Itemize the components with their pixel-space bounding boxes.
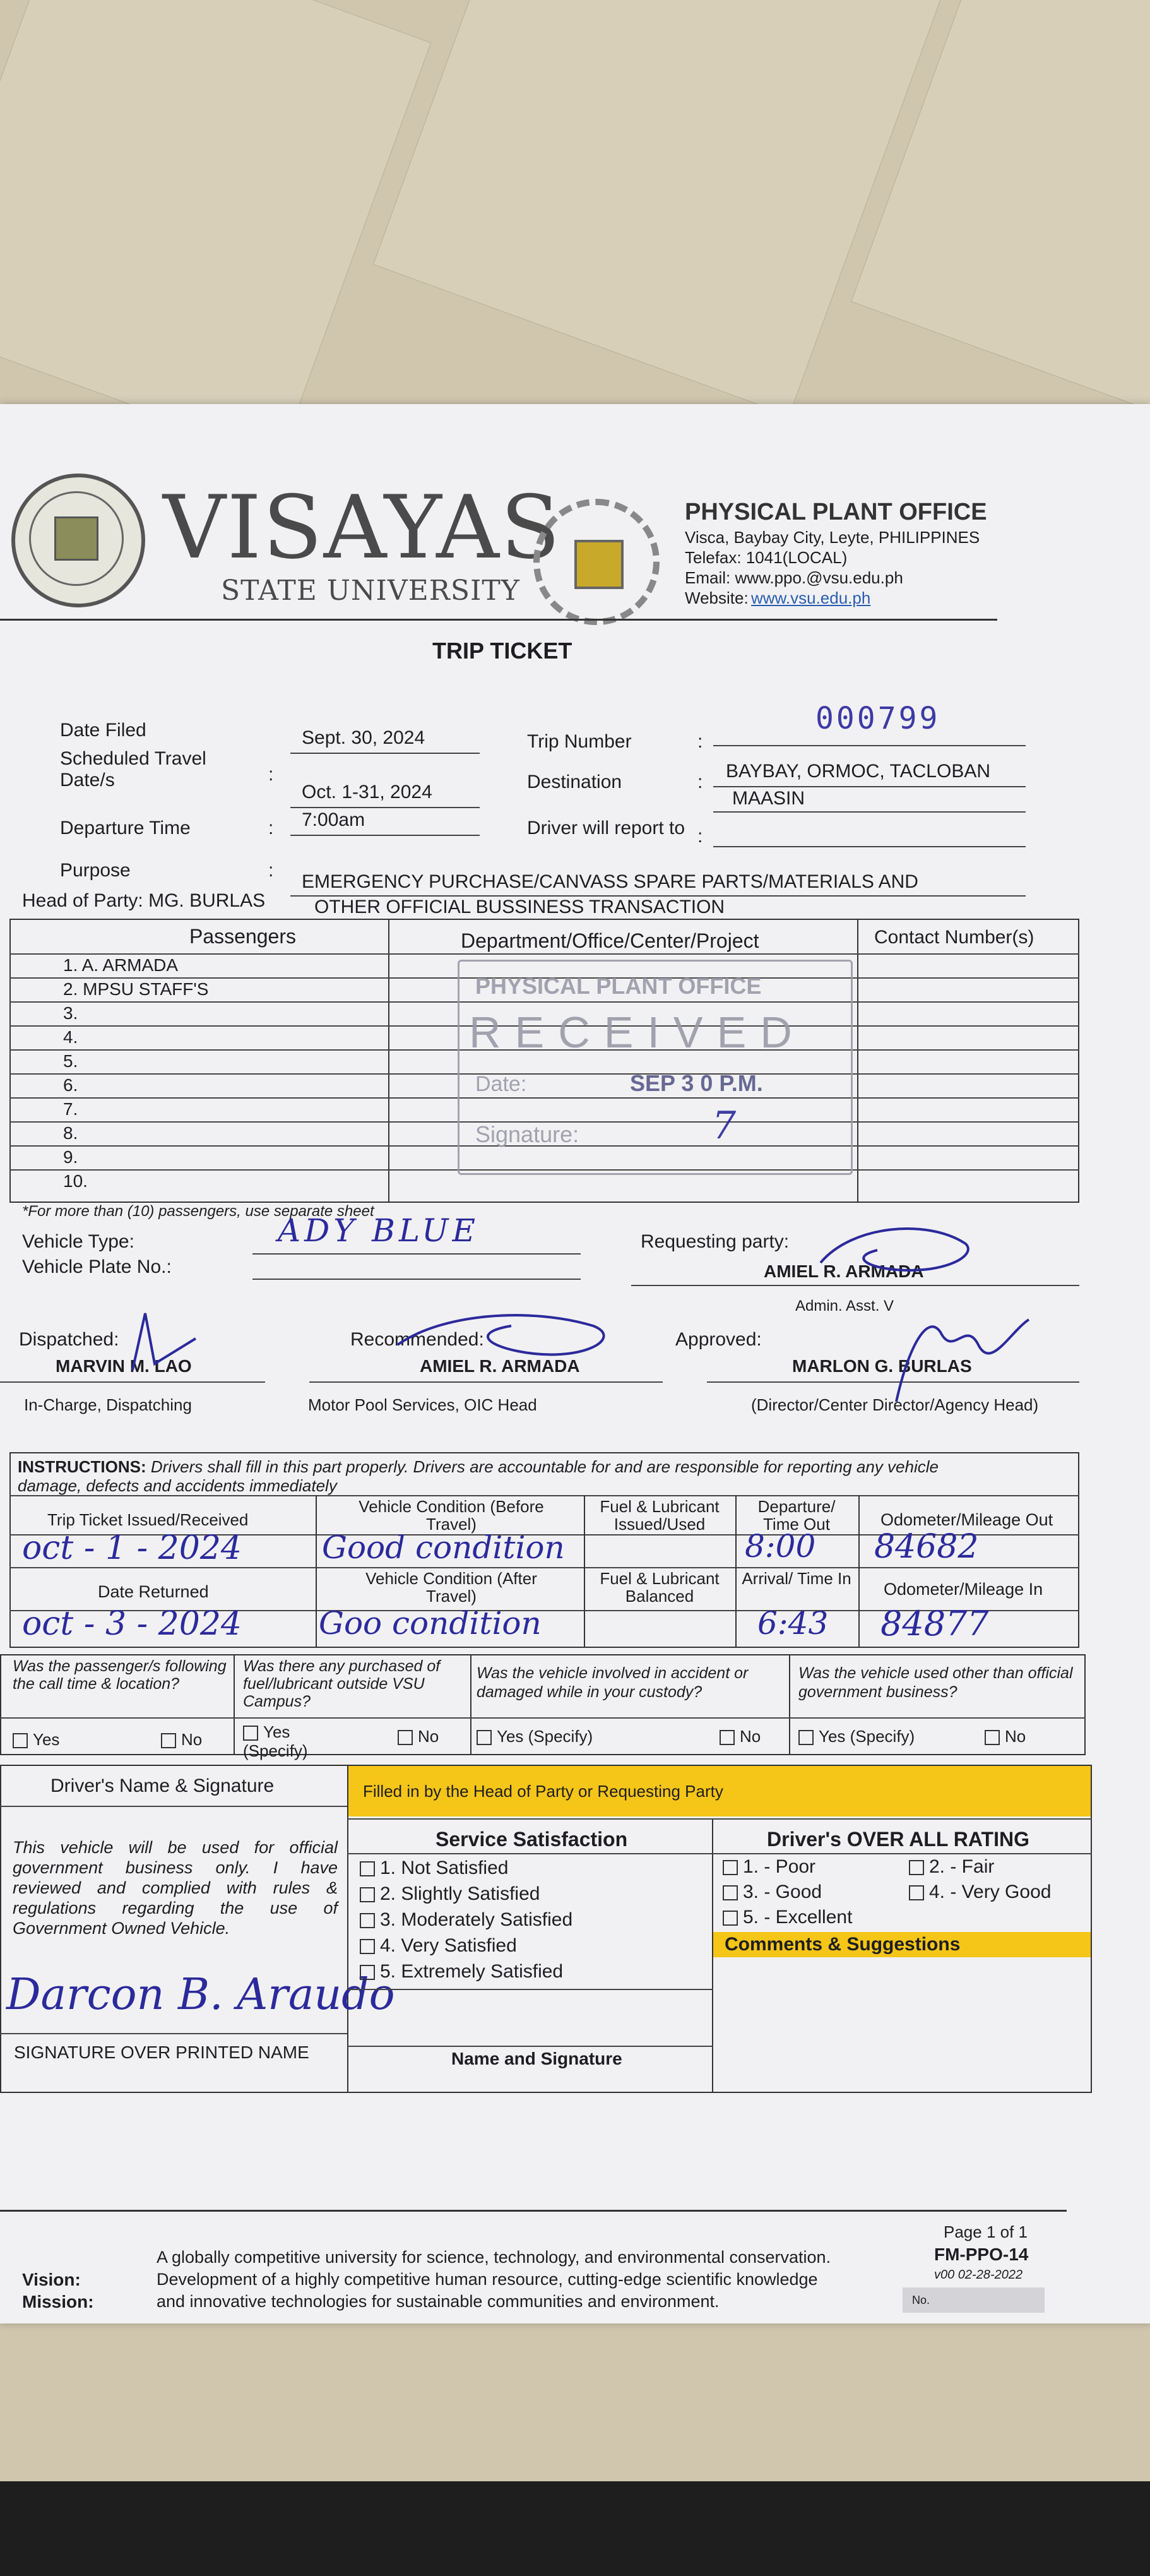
scheduled-label: Scheduled Travel Date/s bbox=[60, 748, 206, 790]
page-number: Page 1 of 1 bbox=[944, 2222, 1028, 2241]
row-rule bbox=[347, 1989, 713, 1990]
instructions-bold: INSTRUCTIONS: bbox=[18, 1457, 146, 1476]
header-date-returned: Date Returned bbox=[98, 1582, 209, 1601]
purpose-line2: OTHER OFFICIAL BUSSINESS TRANSACTION bbox=[314, 897, 725, 917]
option-label: 4. - Very Good bbox=[929, 1881, 1052, 1902]
value-cond-after: Goo condition bbox=[319, 1605, 542, 1642]
col-divider bbox=[234, 1654, 235, 1755]
mission-line2: and innovative technologies for sustainable communities and environment. bbox=[157, 2292, 720, 2311]
purpose-line1: EMERGENCY PURCHASE/CANVASS SPARE PARTS/MATERIALS AND bbox=[302, 871, 918, 892]
row-rule bbox=[0, 1806, 347, 1807]
q3-no-option[interactable] bbox=[720, 1727, 761, 1746]
option-label: Yes bbox=[33, 1730, 60, 1749]
checkbox[interactable] bbox=[13, 1733, 28, 1748]
value-date-returned: oct - 3 - 2024 bbox=[22, 1605, 242, 1643]
comments-label: Comments & Suggestions bbox=[725, 1934, 961, 1955]
stamp-date-label: Date: bbox=[475, 1072, 527, 1096]
vehicle-type-value: ADY BLUE bbox=[278, 1212, 479, 1249]
destination-underline bbox=[713, 786, 1026, 787]
checkbox[interactable] bbox=[798, 1730, 814, 1745]
destination-line1: BAYBAY, ORMOC, TACLOBAN bbox=[726, 761, 991, 782]
checkbox[interactable] bbox=[360, 1913, 375, 1928]
header-arrival: Arrival/ Time In bbox=[742, 1569, 851, 1588]
departure-underline bbox=[290, 835, 480, 836]
row-rule bbox=[0, 1717, 1086, 1719]
rating-poor[interactable] bbox=[723, 1856, 815, 1878]
option-label: 1. Not Satisfied bbox=[380, 1857, 509, 1878]
value-odometer-in: 84877 bbox=[880, 1604, 989, 1643]
instructions-text bbox=[18, 1457, 1072, 1495]
header-fuel-issued: Fuel & Lubricant Issued/Used bbox=[600, 1497, 720, 1534]
mission-label: Mission: bbox=[22, 2292, 94, 2311]
trip-number-underline bbox=[713, 745, 1026, 746]
option-label: No bbox=[418, 1727, 439, 1746]
col-divider bbox=[316, 1495, 317, 1648]
header-cond-before: Vehicle Condition (Before Travel) bbox=[359, 1497, 544, 1534]
passenger-row: 5. bbox=[63, 1051, 78, 1071]
destination-label: Destination bbox=[527, 772, 622, 792]
driver-statement: This vehicle will be used for official government business only. I have reviewed and complied with rules & regulations regarding the use of Government Owned Vehicle. bbox=[13, 1838, 338, 1938]
option-label: 1. - Poor bbox=[743, 1856, 816, 1877]
dispatched-name: MARVIN M. LAO bbox=[56, 1356, 192, 1376]
option-label: 4. Very Satisfied bbox=[380, 1935, 517, 1956]
colon: : bbox=[268, 860, 274, 881]
approved-name: MARLON G. BURLAS bbox=[792, 1356, 972, 1376]
checkbox[interactable] bbox=[720, 1730, 735, 1745]
checkbox[interactable] bbox=[360, 1965, 375, 1980]
physical-plant-logo bbox=[533, 499, 660, 625]
departure-value: 7:00am bbox=[302, 809, 365, 830]
filled-by-text: Filled in by the Head of Party or Requesting Party bbox=[363, 1782, 723, 1801]
office-telefax: Telefax: 1041(LOCAL) bbox=[685, 548, 848, 567]
destination-underline-2 bbox=[713, 811, 1026, 813]
checkbox[interactable] bbox=[723, 1860, 738, 1875]
instructions-line1: Drivers shall fill in this part properly. Drivers are accountable for and are responsible for reporting any vehicle bbox=[146, 1457, 939, 1476]
logo-sub-text: STATE UNIVERSITY bbox=[221, 575, 520, 607]
report-to-underline bbox=[713, 846, 1026, 847]
rating-very-good[interactable] bbox=[909, 1881, 1051, 1903]
dispatched-underline bbox=[0, 1381, 265, 1383]
option-label: 5. - Excellent bbox=[743, 1907, 853, 1928]
q2-no-option[interactable] bbox=[398, 1727, 439, 1746]
footer-rule bbox=[0, 2210, 1067, 2212]
col-divider bbox=[470, 1654, 471, 1755]
service-option-4[interactable] bbox=[360, 1935, 517, 1957]
row-rule bbox=[0, 2033, 347, 2034]
recommended-label: Recommended: bbox=[350, 1329, 484, 1350]
header-odometer-in: Odometer/Mileage In bbox=[884, 1580, 1043, 1599]
passenger-row: 4. bbox=[63, 1027, 78, 1047]
purpose-label: Purpose bbox=[60, 860, 131, 881]
value-trip-issued: oct - 1 - 2024 bbox=[22, 1529, 242, 1567]
option-label: Yes (Specify) bbox=[819, 1727, 915, 1746]
option-label: No bbox=[181, 1730, 203, 1749]
row-rule bbox=[347, 1853, 713, 1854]
vision-label: Vision: bbox=[22, 2270, 81, 2289]
approved-title: (Director/Center Director/Agency Head) bbox=[751, 1395, 1039, 1414]
requesting-signature bbox=[814, 1219, 991, 1288]
header-cond-after: Vehicle Condition (After Travel) bbox=[365, 1569, 537, 1606]
vehicle-type-underline bbox=[252, 1253, 581, 1255]
stamp-signature: 7 bbox=[712, 1104, 737, 1148]
col-divider bbox=[735, 1495, 737, 1648]
value-departure: 8:00 bbox=[745, 1528, 816, 1565]
col-divider bbox=[857, 919, 858, 1203]
question-call-time: Was the passenger/s following the call time & location? bbox=[13, 1657, 227, 1693]
service-header: Service Satisfaction bbox=[436, 1828, 628, 1851]
driver-header: Driver's Name & Signature bbox=[50, 1775, 275, 1796]
office-title: PHYSICAL PLANT OFFICE bbox=[685, 499, 987, 525]
header-odometer-out: Odometer/Mileage Out bbox=[880, 1510, 1053, 1529]
q2-yes-option[interactable]: Yes (Specify) bbox=[243, 1722, 308, 1760]
requesting-label: Requesting party: bbox=[641, 1231, 790, 1252]
col-divider bbox=[789, 1654, 790, 1755]
colon: : bbox=[268, 764, 274, 785]
office-website-label: Website: bbox=[685, 588, 749, 607]
passenger-row: 3. bbox=[63, 1003, 78, 1023]
row-rule bbox=[712, 1853, 1092, 1854]
question-other-use: Was the vehicle used other than official government business? bbox=[798, 1664, 1073, 1701]
stamp-signature-label: Signature: bbox=[475, 1121, 579, 1147]
value-odometer-out: 84682 bbox=[874, 1528, 979, 1566]
recommended-underline bbox=[309, 1381, 663, 1383]
service-option-5[interactable] bbox=[360, 1961, 563, 1983]
passenger-row: 6. bbox=[63, 1075, 78, 1095]
trip-number-value: 000799 bbox=[815, 701, 940, 736]
header-departure: Departure/ Time Out bbox=[757, 1497, 836, 1534]
vehicle-type-label: Vehicle Type: bbox=[22, 1231, 134, 1252]
col-divider bbox=[584, 1495, 585, 1648]
recommended-signature bbox=[391, 1307, 631, 1370]
checkbox[interactable] bbox=[909, 1860, 924, 1875]
rating-header: Driver's OVER ALL RATING bbox=[767, 1828, 1029, 1851]
vehicle-plate-underline bbox=[252, 1279, 581, 1280]
floor-tile bbox=[0, 0, 431, 459]
option-label: No bbox=[1005, 1727, 1026, 1746]
head-of-party: Head of Party: MG. BURLAS bbox=[22, 890, 266, 911]
option-label: 2. - Fair bbox=[929, 1856, 995, 1877]
office-website-link[interactable]: www.vsu.edu.ph bbox=[751, 588, 871, 607]
dispatched-signature bbox=[120, 1301, 202, 1376]
vision-text: A globally competitive university for science, technology, and environmental conservation. bbox=[157, 2248, 831, 2267]
requesting-title: Admin. Asst. V bbox=[795, 1297, 894, 1315]
passenger-row: 9. bbox=[63, 1147, 78, 1167]
checkbox[interactable] bbox=[723, 1911, 738, 1926]
col-contact: Contact Number(s) bbox=[874, 927, 1034, 948]
approved-label: Approved: bbox=[675, 1329, 762, 1350]
question-accident: Was the vehicle involved in accident or damaged while in your custody? bbox=[477, 1664, 749, 1701]
row-rule bbox=[347, 2046, 713, 2047]
date-filed-underline bbox=[290, 753, 480, 754]
trip-ticket-form bbox=[0, 404, 1150, 2323]
colon: : bbox=[697, 731, 703, 752]
approved-signature bbox=[871, 1294, 1035, 1408]
floor-tile bbox=[373, 0, 954, 416]
checkbox[interactable] bbox=[161, 1733, 176, 1748]
trip-number-label: Trip Number bbox=[527, 731, 632, 752]
form-title: TRIP TICKET bbox=[432, 638, 572, 664]
date-filed-label: Date Filed bbox=[60, 720, 146, 741]
option-label: 2. Slightly Satisfied bbox=[380, 1883, 540, 1904]
checkbox[interactable] bbox=[909, 1885, 924, 1900]
mission-line1: Development of a highly competitive human resource, cutting-edge scientific knowledge bbox=[157, 2270, 818, 2289]
header-rule bbox=[0, 619, 997, 621]
row-rule bbox=[9, 1567, 1079, 1568]
colon: : bbox=[697, 826, 703, 847]
checkbox[interactable] bbox=[360, 1939, 375, 1954]
dispatched-label: Dispatched: bbox=[19, 1329, 119, 1350]
checkbox[interactable] bbox=[398, 1730, 413, 1745]
row-rule bbox=[347, 1818, 1092, 1820]
date-filed-value: Sept. 30, 2024 bbox=[302, 727, 425, 748]
name-and-signature: Name and Signature bbox=[451, 2049, 622, 2068]
checkbox[interactable] bbox=[360, 1861, 375, 1876]
driver-signature-caption: SIGNATURE OVER PRINTED NAME bbox=[14, 2042, 309, 2062]
dispatched-title: In-Charge, Dispatching bbox=[24, 1395, 192, 1414]
rating-good[interactable] bbox=[723, 1881, 822, 1903]
recommended-name: AMIEL R. ARMADA bbox=[420, 1356, 580, 1376]
driver-signature: Darcon B. Araudo bbox=[6, 1970, 395, 2020]
col-department: Department/Office/Center/Project bbox=[461, 929, 759, 952]
form-code: FM-PPO-14 bbox=[934, 2245, 1029, 2264]
passenger-row: 2. MPSU STAFF'S bbox=[63, 979, 209, 999]
checkbox[interactable] bbox=[243, 1726, 258, 1741]
service-option-2[interactable] bbox=[360, 1883, 540, 1905]
checkbox[interactable] bbox=[477, 1730, 492, 1745]
q3-yes-option[interactable] bbox=[477, 1727, 593, 1746]
university-seal bbox=[11, 474, 145, 607]
vehicle-plate-label: Vehicle Plate No.: bbox=[22, 1256, 172, 1277]
service-option-1[interactable] bbox=[360, 1857, 508, 1879]
scheduled-underline bbox=[290, 807, 480, 808]
row-rule bbox=[9, 1495, 1079, 1496]
colon: : bbox=[268, 818, 274, 838]
col-divider bbox=[858, 1495, 860, 1648]
office-email: Email: www.ppo.@vsu.edu.ph bbox=[685, 568, 903, 587]
q1-yes-option[interactable] bbox=[13, 1730, 59, 1750]
passenger-row: 8. bbox=[63, 1123, 78, 1143]
passenger-row: 1. A. ARMADA bbox=[63, 955, 179, 975]
passenger-row: 10. bbox=[63, 1171, 88, 1191]
departure-label: Departure Time bbox=[60, 818, 191, 838]
stamp-date-value: SEP 3 0 P.M. bbox=[630, 1070, 763, 1096]
checkbox[interactable] bbox=[985, 1730, 1000, 1745]
passenger-row: 7. bbox=[63, 1099, 78, 1119]
row-rule bbox=[9, 953, 1079, 955]
stamp-received: RECEIVED bbox=[469, 1008, 806, 1057]
checkbox[interactable] bbox=[360, 1887, 375, 1902]
stamp-office: PHYSICAL PLANT OFFICE bbox=[475, 973, 762, 999]
option-label: Yes bbox=[263, 1722, 290, 1741]
checkbox[interactable] bbox=[723, 1885, 738, 1900]
option-label: Yes (Specify) bbox=[497, 1727, 593, 1746]
rating-excellent[interactable] bbox=[723, 1907, 852, 1928]
received-stamp bbox=[458, 960, 853, 1175]
header-fuel-balanced: Fuel & Lubricant Balanced bbox=[600, 1569, 720, 1606]
office-address: Visca, Baybay City, Leyte, PHILIPPINES bbox=[685, 528, 980, 547]
number-label: No. bbox=[912, 2294, 930, 2306]
option-label: 3. Moderately Satisfied bbox=[380, 1909, 573, 1930]
option-label: No bbox=[740, 1727, 761, 1746]
table-surface bbox=[0, 2481, 1150, 2576]
header-trip-issued: Trip Ticket Issued/Received bbox=[47, 1510, 249, 1529]
value-cond-before: Good condition bbox=[322, 1529, 565, 1566]
recommended-title: Motor Pool Services, OIC Head bbox=[308, 1395, 537, 1414]
q4-yes-option[interactable] bbox=[798, 1727, 915, 1746]
option-label: 3. - Good bbox=[743, 1881, 822, 1902]
option-label: 5. Extremely Satisfied bbox=[380, 1961, 564, 1982]
q1-no-option[interactable] bbox=[161, 1730, 202, 1750]
requesting-name: AMIEL R. ARMADA bbox=[764, 1261, 924, 1281]
col-passengers: Passengers bbox=[189, 925, 296, 948]
instructions-line2: damage, defects and accidents immediately bbox=[18, 1476, 337, 1495]
question-fuel-purchase: Was there any purchased of fuel/lubricant outside VSU Campus? bbox=[243, 1657, 441, 1710]
report-to-label: Driver will report to bbox=[527, 818, 685, 838]
q4-no-option[interactable] bbox=[985, 1727, 1026, 1746]
passengers-note: *For more than (10) passengers, use separate sheet bbox=[22, 1203, 374, 1220]
col-divider bbox=[388, 919, 389, 1203]
colon: : bbox=[697, 772, 703, 792]
logo-main-text: VISAYAS bbox=[163, 477, 562, 578]
form-version: v00 02-28-2022 bbox=[934, 2268, 1023, 2282]
value-arrival: 6:43 bbox=[757, 1605, 829, 1642]
service-option-3[interactable] bbox=[360, 1909, 572, 1931]
destination-line2: MAASIN bbox=[732, 788, 805, 809]
scheduled-value: Oct. 1-31, 2024 bbox=[302, 782, 432, 802]
rating-fair[interactable] bbox=[909, 1856, 994, 1878]
